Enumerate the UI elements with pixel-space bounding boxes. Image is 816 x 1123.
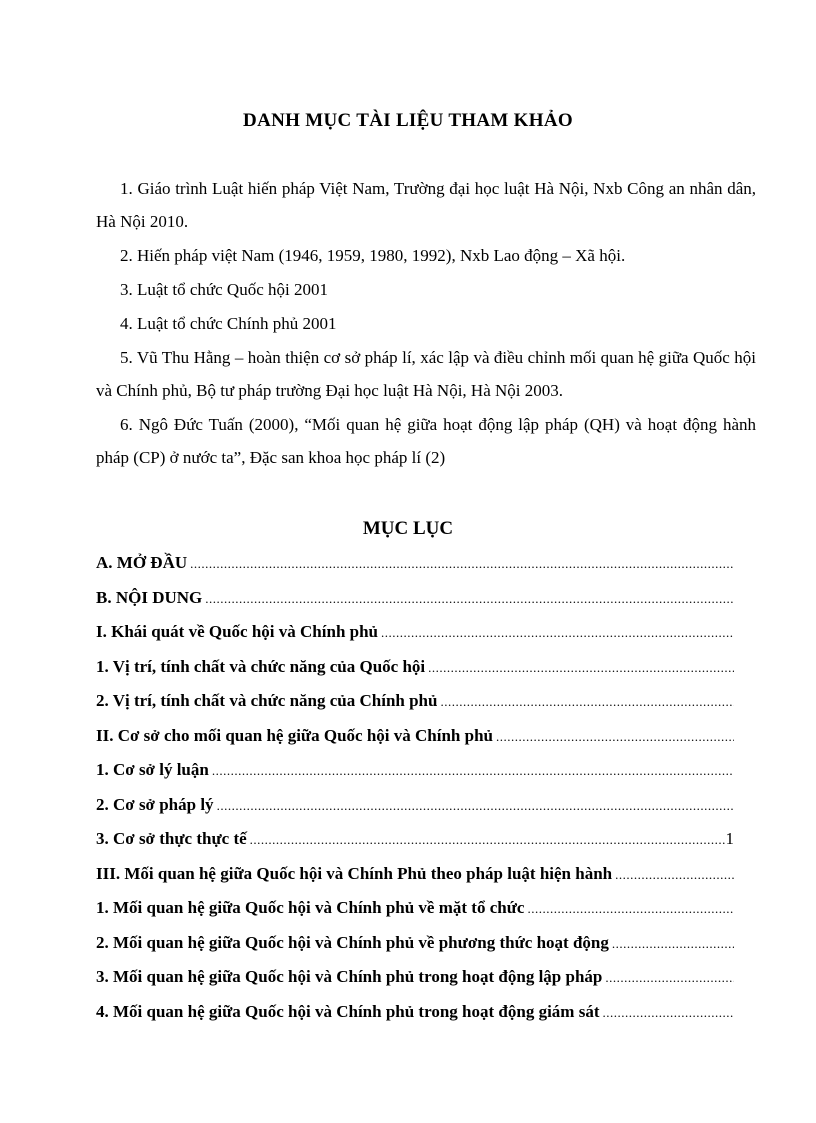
toc-entry	[96, 691, 734, 726]
toc-leader-dots	[440, 694, 734, 710]
toc-entry	[96, 898, 734, 933]
toc-leader-dots	[250, 832, 726, 848]
toc-entry-label: 2. Cơ sở pháp lý	[96, 794, 214, 814]
toc-leader-dots	[205, 591, 734, 607]
toc-leader-dots	[496, 729, 734, 745]
toc-entry-label: A. MỞ ĐẦU	[96, 553, 188, 572]
reference-item: 5. Vũ Thu Hằng – hoàn thiện cơ sở pháp lí, xác lập và điều chỉnh mối quan hệ giữa Quốc hội và Chính phủ, Bộ tư pháp trường Đại học luật Hà Nội, Hà Nội 2003.	[96, 348, 756, 400]
references-list	[96, 172, 756, 475]
toc-entry-label: 1. Cơ sở lý luận	[96, 760, 209, 779]
toc-entry-label: B. NỘI DUNG	[96, 587, 203, 607]
toc-leader-dots	[190, 556, 734, 572]
toc-entry-label: 4. Mối quan hệ giữa Quốc hội và Chính phủ trong hoạt động giám sát	[96, 1001, 600, 1021]
reference-item: 1. Giáo trình Luật hiến pháp Việt Nam, Trường đại học luật Hà Nội, Nxb Công an nhân dân, Hà Nội 2010.	[96, 179, 756, 231]
toc-leader-dots	[381, 625, 734, 641]
references-title: DANH MỤC TÀI LIỆU THAM KHẢO	[243, 110, 573, 131]
toc-entry	[96, 553, 734, 588]
toc-entry-label: I. Khái quát về Quốc hội và Chính phủ	[96, 622, 379, 641]
toc-entry-label: 1. Mối quan hệ giữa Quốc hội và Chính phủ về mặt tổ chức	[96, 898, 525, 917]
toc-leader-dots	[212, 763, 734, 779]
toc-entry	[96, 1002, 734, 1037]
toc-entry	[96, 760, 734, 795]
toc-leader-dots	[527, 901, 734, 917]
toc-entry	[96, 657, 734, 692]
toc-entry-label: 1. Vị trí, tính chất và chức năng của Quốc hội	[96, 656, 426, 676]
toc-leader-dots	[615, 867, 734, 883]
toc-entry-label: III. Mối quan hệ giữa Quốc hội và Chính Phủ theo pháp luật hiện hành	[96, 863, 613, 883]
toc-title: MỤC LỤC	[362, 518, 454, 539]
toc-leader-dots	[217, 798, 734, 814]
toc-entry	[96, 967, 734, 1002]
toc-entry-label: 3. Cơ sở thực thực tế	[96, 829, 247, 848]
toc-entry	[96, 829, 734, 864]
toc-entry-label: 2. Mối quan hệ giữa Quốc hội và Chính phủ về phương thức hoạt động	[96, 932, 609, 952]
toc-entry-page: 1	[725, 829, 734, 848]
toc-entry-label: II. Cơ sở cho mối quan hệ giữa Quốc hội và Chính phủ	[96, 725, 494, 745]
toc-entry	[96, 726, 734, 761]
toc-leader-dots	[602, 1005, 734, 1021]
toc-entry	[96, 933, 734, 968]
toc-entry	[96, 795, 734, 830]
toc-entry-label: 3. Mối quan hệ giữa Quốc hội và Chính phủ trong hoạt động lập pháp	[96, 967, 603, 986]
reference-item: 6. Ngô Đức Tuấn (2000), “Mối quan hệ giữa hoạt động lập pháp (QH) và hoạt động hành pháp (CP) ở nước ta”, Đặc san khoa học pháp lí (2)	[96, 415, 756, 467]
toc-entry	[96, 622, 734, 657]
reference-item: 2. Hiến pháp việt Nam (1946, 1959, 1980, 1992), Nxb Lao động – Xã hội.	[120, 246, 626, 265]
reference-item: 3. Luật tổ chức Quốc hội 2001	[120, 280, 328, 299]
toc-entry	[96, 588, 734, 623]
toc-leader-dots	[605, 970, 734, 986]
toc-entry-label: 2. Vị trí, tính chất và chức năng của Chính phủ	[96, 691, 438, 710]
table-of-contents	[96, 553, 734, 1036]
toc-leader-dots	[428, 660, 734, 676]
reference-item: 4. Luật tổ chức Chính phủ 2001	[120, 314, 337, 333]
toc-leader-dots	[612, 936, 734, 952]
toc-entry	[96, 864, 734, 899]
